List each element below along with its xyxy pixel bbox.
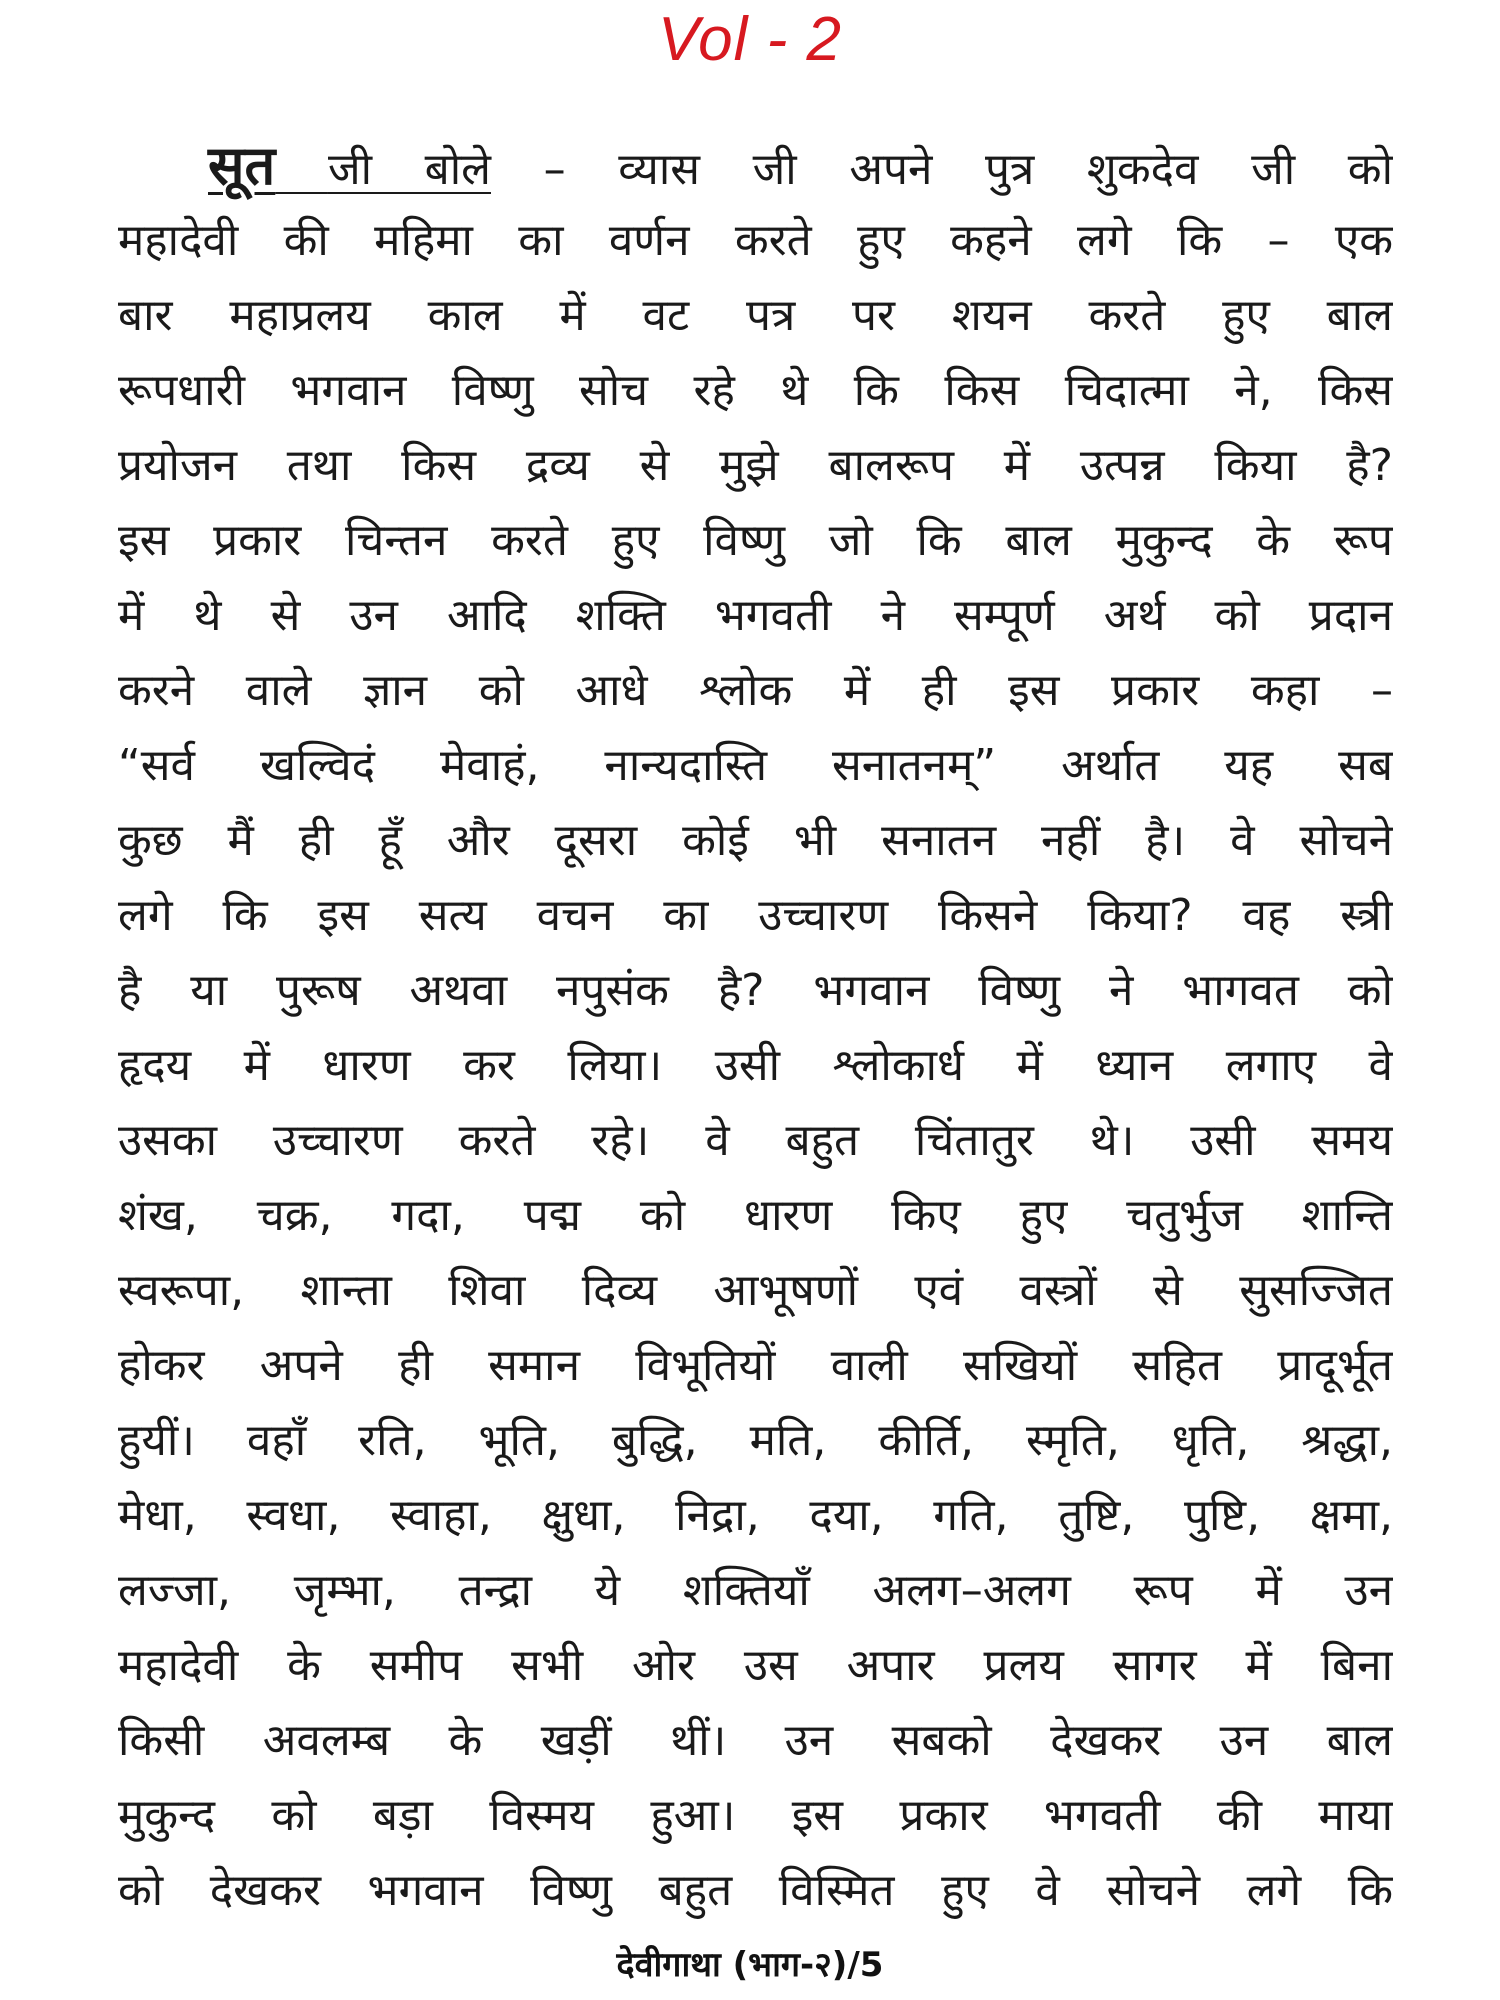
passage-body xyxy=(118,128,1393,1928)
passage-line: कुछ मैं ही हूँ और दूसरा कोई भी सनातन नहीं है। वे सोचने xyxy=(118,815,1393,866)
passage-line: मेधा, स्वधा, स्वाहा, क्षुधा, निद्रा, दया, गति, तुष्टि, पुष्टि, क्षमा, xyxy=(118,1490,1393,1541)
passage-line: है या पुरूष अथवा नपुसंक है? भगवान विष्णु ने भागवत को xyxy=(118,965,1393,1016)
passage-line: किसी अवलम्ब के खड़ीं थीं। उन सबको देखकर उन बाल xyxy=(118,1715,1393,1766)
passage-line: को देखकर भगवान विष्णु बहुत विस्मित हुए वे सोचने लगे कि xyxy=(118,1865,1393,1916)
passage-line: महादेवी के समीप सभी ओर उस अपार प्रलय सागर में बिना xyxy=(118,1640,1393,1691)
passage-line: हृदय में धारण कर लिया। उसी श्लोकार्ध में ध्यान लगाए वे xyxy=(118,1040,1393,1091)
passage-line: प्रयोजन तथा किस द्रव्य से मुझे बालरूप में उत्पन्न किया है? xyxy=(118,440,1393,491)
speaker-name: सूत xyxy=(208,134,276,197)
passage-line: स्वरूपा, शान्ता शिवा दिव्य आभूषणों एवं वस्त्रों से सुसज्जित xyxy=(118,1265,1393,1316)
passage-line: में थे से उन आदि शक्ति भगवती ने सम्पूर्ण अर्थ को प्रदान xyxy=(118,590,1393,641)
passage-line: बार महाप्रलय काल में वट पत्र पर शयन करते हुए बाल xyxy=(118,290,1393,341)
speaker-opener: जी बोले xyxy=(327,144,491,195)
passage-line: मुकुन्द को बड़ा विस्मय हुआ। इस प्रकार भगवती की माया xyxy=(118,1790,1393,1841)
passage-line: हुयीं। वहाँ रति, भूति, बुद्धि, मति, कीर्ति, स्मृति, धृति, श्रद्धा, xyxy=(118,1415,1393,1466)
passage-line: शंख, चक्र, गदा, पद्म को धारण किए हुए चतुर्भुज शान्ति xyxy=(118,1190,1393,1241)
volume-label: Vol - 2 xyxy=(658,5,842,74)
passage-line: करने वाले ज्ञान को आधे श्लोक में ही इस प्रकार कहा – xyxy=(118,665,1393,716)
passage-line: होकर अपने ही समान विभूतियों वाली सखियों सहित प्रादूर्भूत xyxy=(118,1340,1393,1391)
passage-first-line xyxy=(118,128,1393,203)
passage-line: महादेवी की महिमा का वर्णन करते हुए कहने लगे कि – एक xyxy=(118,215,1393,266)
passage-line: लज्जा, जृम्भा, तन्द्रा ये शक्तियाँ अलग–अलग रूप में उन xyxy=(118,1565,1393,1616)
passage-line: रूपधारी भगवान विष्णु सोच रहे थे कि किस चिदात्मा ने, किस xyxy=(118,365,1393,416)
passage-line: उसका उच्चारण करते रहे। वे बहुत चिंतातुर थे। उसी समय xyxy=(118,1115,1393,1166)
passage-line: इस प्रकार चिन्तन करते हुए विष्णु जो कि बाल मुकुन्द के रूप xyxy=(118,515,1393,566)
page-footer: देवीगाथा (भाग-२)/5 xyxy=(616,1945,884,1985)
passage-line: “सर्व खल्विदं मेवाहं, नान्यदास्ति सनातनम्” अर्थात यह सब xyxy=(118,740,1393,791)
first-line-text: – व्यास जी अपने पुत्र शुकदेव जी को xyxy=(543,144,1393,195)
passage-line: लगे कि इस सत्य वचन का उच्चारण किसने किया? वह स्त्री xyxy=(118,890,1393,941)
